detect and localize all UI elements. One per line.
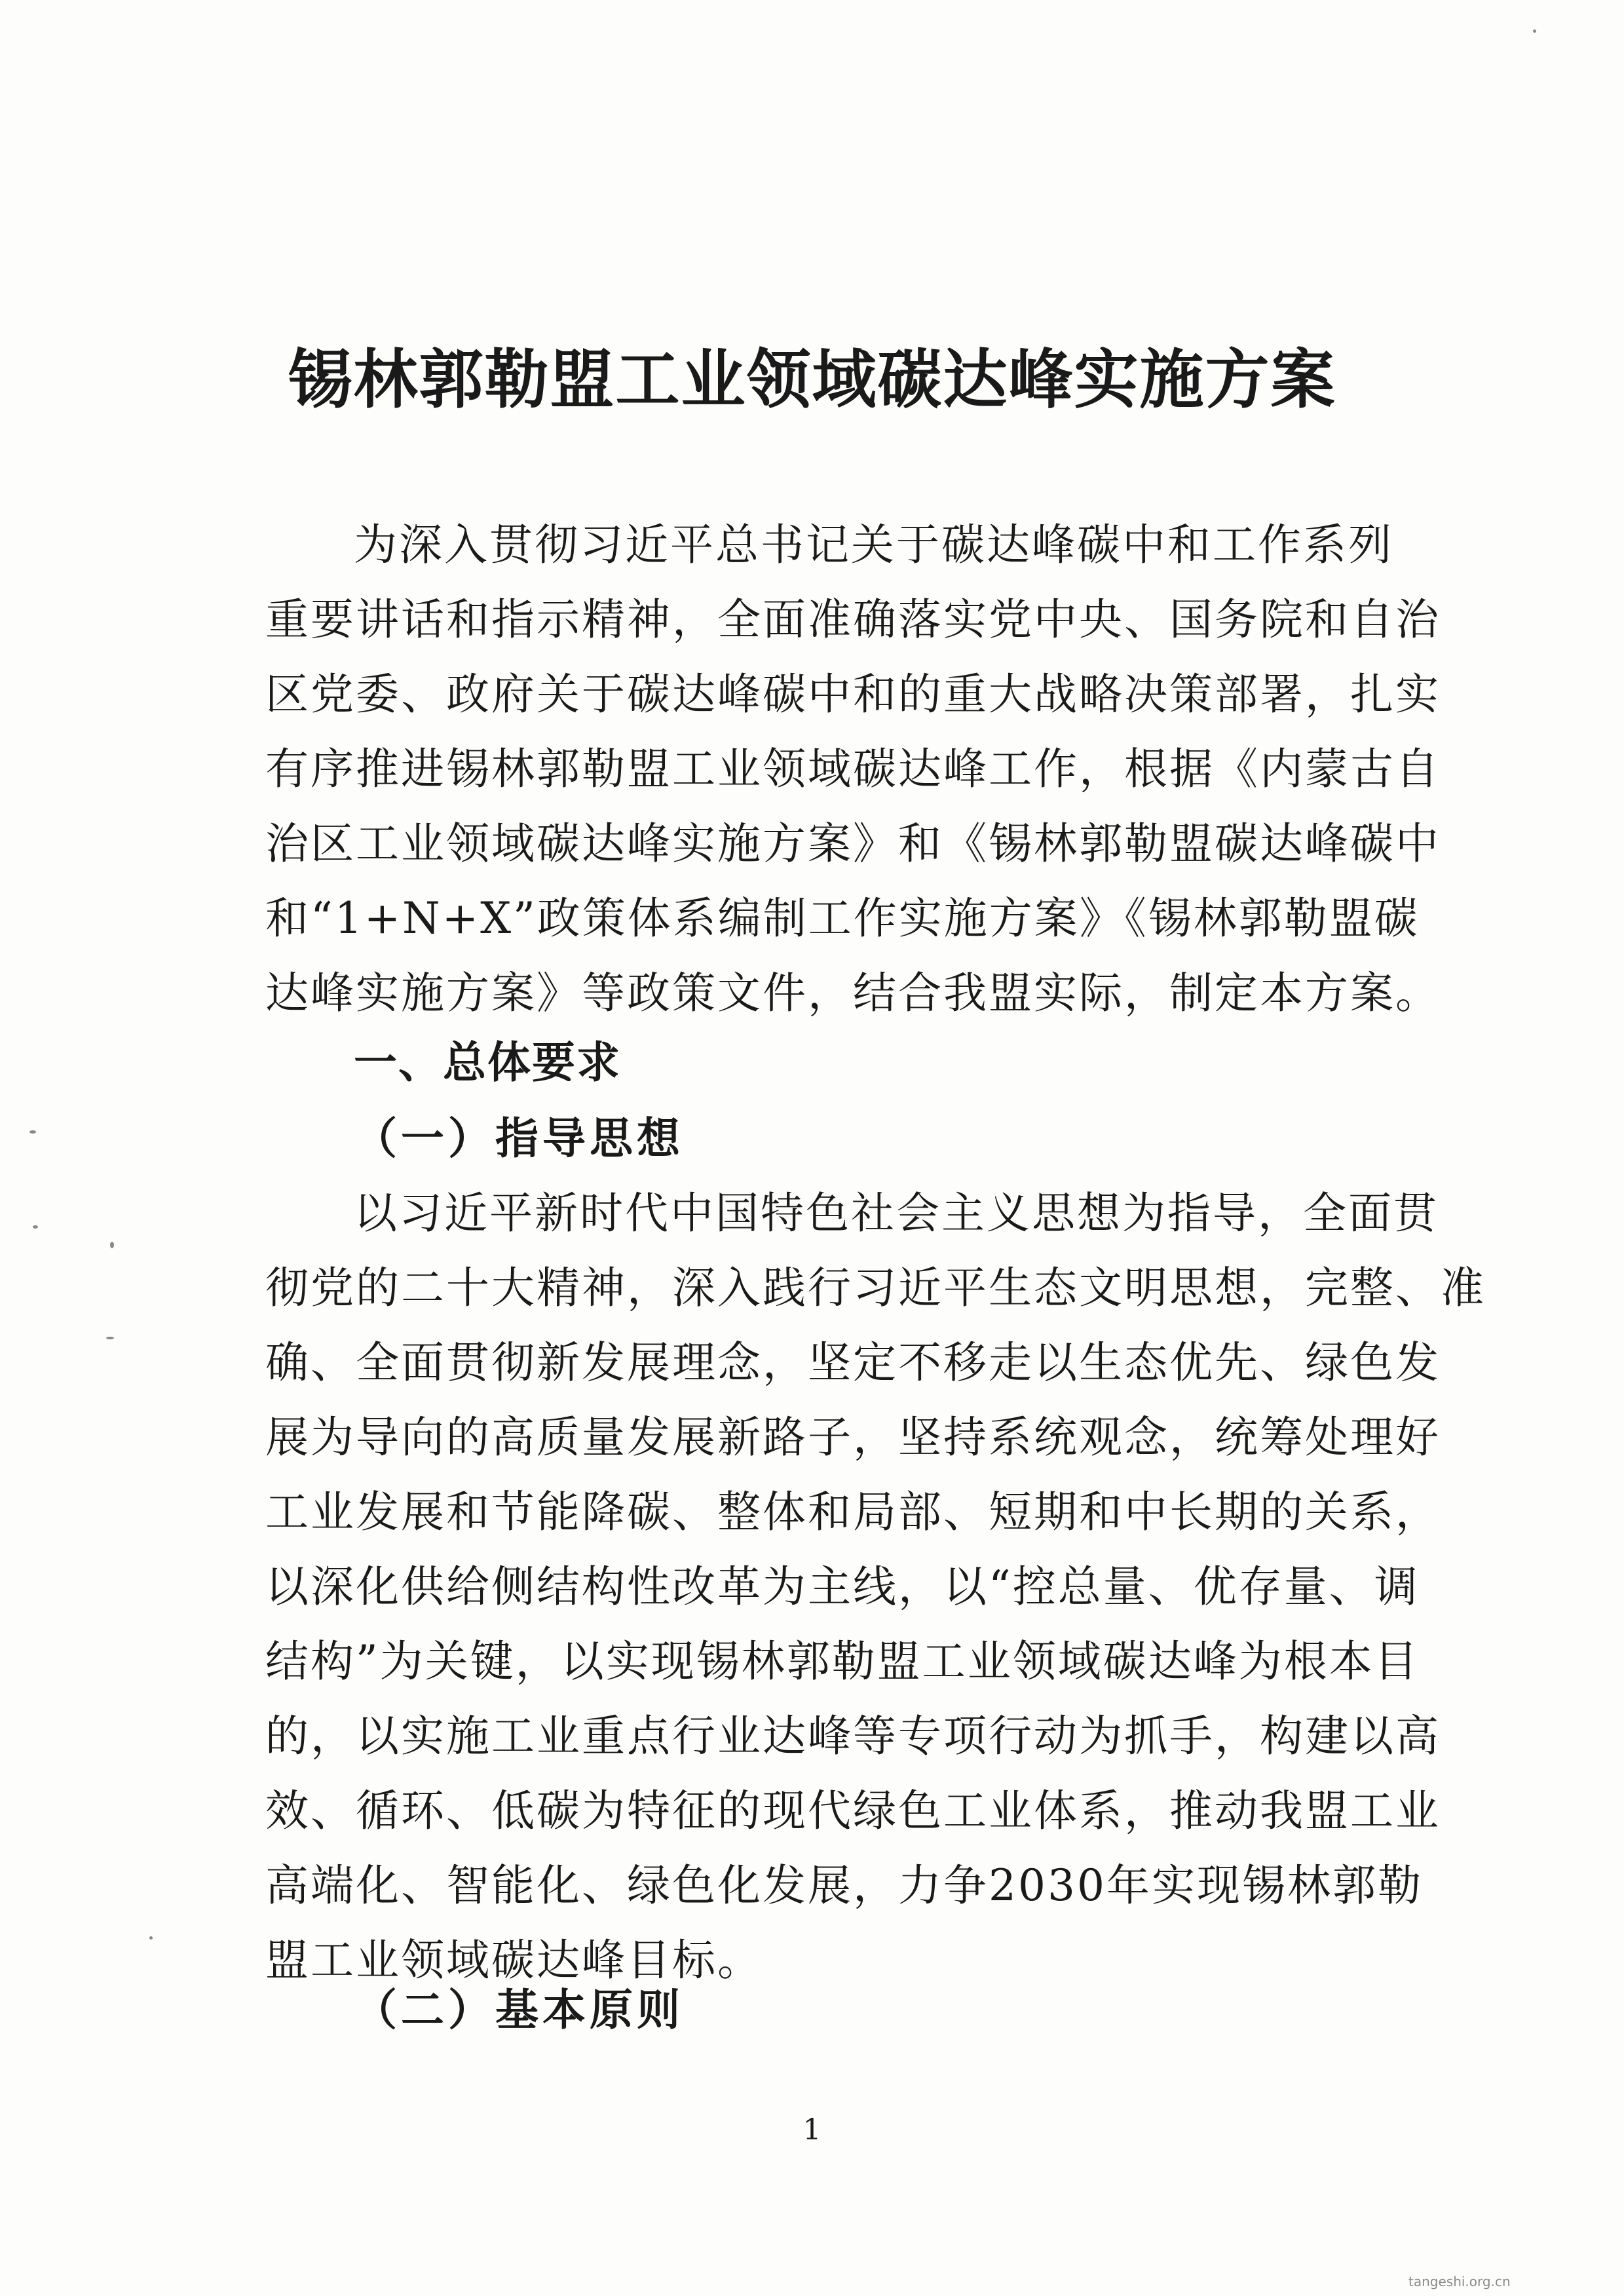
- guiding-line: 彻党的二十大精神，深入践行习近平生态文明思想，完整、准: [265, 1263, 1486, 1313]
- guiding-line: 结构”为关键，以实现锡林郭勒盟工业领域碳达峰为根本目: [265, 1636, 1420, 1687]
- scan-speck: [33, 1225, 38, 1229]
- guiding-line: 以深化供给侧结构性改革为主线，以“控总量、优存量、调: [265, 1561, 1420, 1612]
- guiding-line: 展为导向的高质量发展新路子，坚持系统观念，统筹处理好: [265, 1412, 1441, 1463]
- guiding-line: 确、全面贯彻新发展理念，坚定不移走以生态优先、绿色发: [265, 1337, 1441, 1388]
- intro-line: 达峰实施方案》等政策文件，结合我盟实际，制定本方案。: [265, 968, 1441, 1018]
- scan-speck: [110, 1242, 114, 1248]
- page-title: 锡林郭勒盟工业领域碳达峰实施方案: [288, 342, 1336, 417]
- intro-line: 区党委、政府关于碳达峰碳中和的重大战略决策部署，扎实: [265, 669, 1441, 719]
- subsection-heading-guiding-ideology: （一）指导思想: [354, 1113, 684, 1164]
- intro-line: 重要讲话和指示精神，全面准确落实党中央、国务院和自治: [265, 594, 1441, 645]
- watermark: tangeshi.org.cn: [1408, 2274, 1511, 2289]
- guiding-line: 工业发展和节能降碳、整体和局部、短期和中长期的关系，: [265, 1487, 1441, 1537]
- intro-line: 有序推进锡林郭勒盟工业领域碳达峰工作，根据《内蒙古自: [265, 744, 1441, 794]
- intro-line: 为深入贯彻习近平总书记关于碳达峰碳中和工作系列: [354, 520, 1393, 570]
- guiding-line: 高端化、智能化、绿色化发展，力争2030年实现锡林郭勒: [265, 1860, 1423, 1911]
- section-heading-general-requirements: 一、总体要求: [354, 1037, 621, 1088]
- guiding-line: 的，以实施工业重点行业达峰等专项行动为抓手，构建以高: [265, 1711, 1441, 1761]
- scan-speck: [149, 1936, 153, 1940]
- intro-line: 和“1+N+X”政策体系编制工作实施方案》《锡林郭勒盟碳: [265, 893, 1420, 944]
- scan-speck: [29, 1130, 36, 1134]
- guiding-line: 盟工业领域碳达峰目标。: [265, 1935, 763, 1985]
- guiding-line: 效、循环、低碳为特征的现代绿色工业体系，推动我盟工业: [265, 1786, 1441, 1836]
- guiding-line: 以习近平新时代中国特色社会主义思想为指导，全面贯: [354, 1188, 1439, 1238]
- intro-line: 治区工业领域碳达峰实施方案》和《锡林郭勒盟碳达峰碳中: [265, 818, 1441, 869]
- subsection-heading-basic-principles: （二）基本原则: [354, 1984, 684, 2035]
- guiding-paragraph: [265, 1176, 1486, 1998]
- intro-paragraph: [265, 508, 1441, 1031]
- page-number: 1: [803, 2113, 821, 2147]
- scan-speck: [106, 1337, 114, 1339]
- scan-speck: [1533, 29, 1536, 33]
